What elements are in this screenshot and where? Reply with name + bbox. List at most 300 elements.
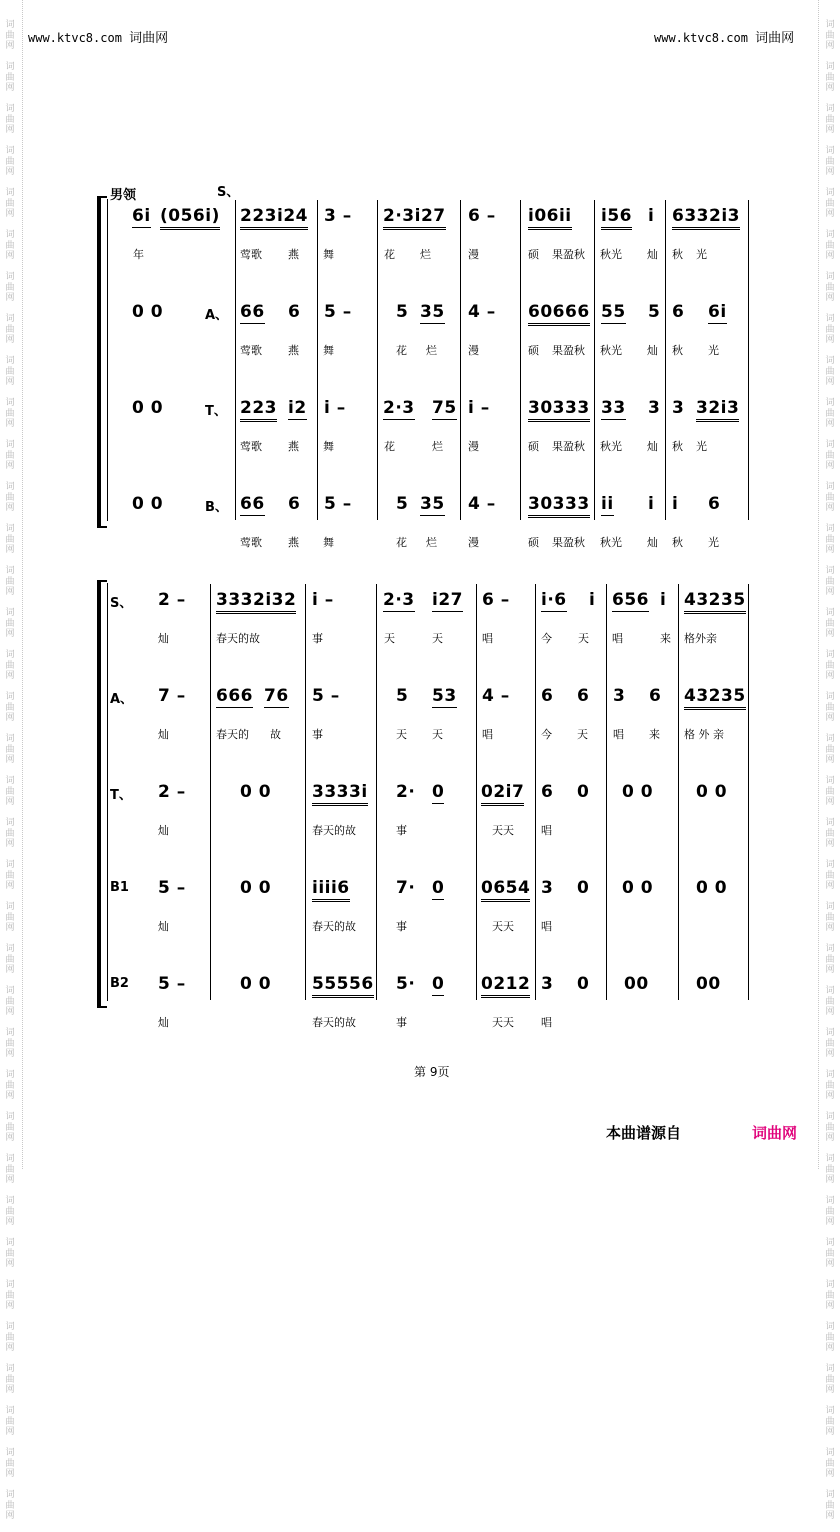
lyric: 漫 xyxy=(468,438,479,454)
lyric: 硕 xyxy=(528,246,539,262)
side-watermark-gap xyxy=(3,934,17,945)
side-watermark-glyph: 曲 xyxy=(3,577,17,588)
side-watermark-gap xyxy=(823,136,837,147)
lyric: 灿 xyxy=(647,438,658,454)
side-watermark-glyph: 词 xyxy=(823,1448,837,1459)
note-group: 0 0 xyxy=(132,398,163,418)
lyric: 秋 xyxy=(672,438,683,454)
note-group: 55 xyxy=(601,302,626,324)
bar-line xyxy=(376,584,377,1000)
left-margin-line xyxy=(22,0,23,1169)
side-watermark-glyph: 网 xyxy=(3,251,17,262)
side-watermark-glyph: 词 xyxy=(823,146,837,157)
side-watermark-glyph: 网 xyxy=(823,1385,837,1396)
note-group: 3 xyxy=(613,686,625,706)
part-label-t: T、 xyxy=(110,784,132,803)
note-group: 3 xyxy=(541,974,553,994)
note-group: 5· xyxy=(396,974,415,994)
side-watermark-glyph: 词 xyxy=(823,1322,837,1333)
side-watermark-glyph: 曲 xyxy=(3,1333,17,1344)
side-watermark-glyph: 词 xyxy=(823,1154,837,1165)
lyric: 莺歌 xyxy=(240,534,262,550)
side-watermark-glyph: 网 xyxy=(3,293,17,304)
lyric: 烂 xyxy=(426,534,437,550)
side-watermark-glyph: 词 xyxy=(3,608,17,619)
side-watermark-glyph: 词 xyxy=(823,482,837,493)
lyric: 天天 xyxy=(492,918,514,934)
side-watermark-glyph: 词 xyxy=(823,272,837,283)
lyric: 舞 xyxy=(323,342,334,358)
side-watermark-gap xyxy=(823,220,837,231)
lyric: 春天的故 xyxy=(312,822,356,838)
side-watermark-glyph: 曲 xyxy=(823,493,837,504)
side-watermark-gap xyxy=(823,346,837,357)
lyric: 秋 xyxy=(672,534,683,550)
side-watermark-glyph: 曲 xyxy=(3,157,17,168)
note-group: 0 xyxy=(432,782,444,804)
side-watermark-glyph: 曲 xyxy=(823,1039,837,1050)
side-watermark-glyph: 曲 xyxy=(823,535,837,546)
part-label-t: T、 xyxy=(205,400,227,419)
lyric: 光 xyxy=(708,342,719,358)
lyric: 烂 xyxy=(420,246,431,262)
side-watermark-glyph: 词 xyxy=(3,272,17,283)
side-watermark-glyph: 曲 xyxy=(823,619,837,630)
side-watermark-gap xyxy=(823,1396,837,1407)
note-group: 0 xyxy=(432,974,444,996)
lyric: 莺歌 xyxy=(240,246,262,262)
note-group: i27 xyxy=(432,590,463,612)
note-group: i – xyxy=(312,590,334,610)
side-watermark-glyph: 曲 xyxy=(3,913,17,924)
note-group: 0 0 xyxy=(240,974,271,994)
side-watermark-glyph: 词 xyxy=(3,440,17,451)
note-group: 33 xyxy=(601,398,626,420)
side-watermark-glyph: 网 xyxy=(823,797,837,808)
side-watermark-glyph: 词 xyxy=(823,398,837,409)
bar-line xyxy=(460,200,461,520)
lyric: 灿 xyxy=(647,342,658,358)
side-watermark-glyph: 网 xyxy=(3,1091,17,1102)
side-watermark-glyph: 曲 xyxy=(3,1375,17,1386)
note-group: 6 xyxy=(708,494,720,514)
lyric: 秋 xyxy=(672,342,683,358)
side-watermark-gap xyxy=(3,514,17,525)
side-watermark-glyph: 网 xyxy=(823,1133,837,1144)
side-watermark-glyph: 网 xyxy=(823,1301,837,1312)
note-group: 656 xyxy=(612,590,649,612)
lyric: 漫 xyxy=(468,534,479,550)
note-group: 2 – xyxy=(158,590,186,610)
side-watermark-gap xyxy=(3,1480,17,1491)
lyric: 事 xyxy=(312,726,323,742)
lyric: 燕 xyxy=(288,438,299,454)
side-watermark-glyph: 曲 xyxy=(823,451,837,462)
side-watermark-glyph: 词 xyxy=(3,104,17,115)
side-watermark-glyph: 曲 xyxy=(3,409,17,420)
side-watermark-glyph: 曲 xyxy=(823,283,837,294)
side-watermark-glyph: 网 xyxy=(3,1007,17,1018)
lyric: 燕 xyxy=(288,534,299,550)
note-group: 2 – xyxy=(158,782,186,802)
note-group: 6 xyxy=(672,302,684,322)
lyric: 燕 xyxy=(288,246,299,262)
side-watermark-glyph: 曲 xyxy=(3,1417,17,1428)
side-watermark-glyph: 网 xyxy=(3,881,17,892)
side-watermark-gap xyxy=(823,976,837,987)
lyric: 灿 xyxy=(647,246,658,262)
side-watermark-gap xyxy=(823,598,837,609)
right-margin-line xyxy=(818,0,819,1169)
side-watermark-glyph: 词 xyxy=(823,314,837,325)
side-watermark-glyph: 词 xyxy=(3,734,17,745)
system-line xyxy=(107,199,108,521)
side-watermark-glyph: 网 xyxy=(823,335,837,346)
lyric: 春天的 xyxy=(216,726,249,742)
lyric: 果盈秋 xyxy=(552,246,585,262)
bar-line xyxy=(606,584,607,1000)
side-watermark-glyph: 词 xyxy=(3,188,17,199)
note-group: 0 0 xyxy=(622,782,653,802)
lyric: 光 xyxy=(696,246,707,262)
side-watermark-gap xyxy=(3,94,17,105)
side-watermark-glyph: 曲 xyxy=(3,199,17,210)
note-group: 35 xyxy=(420,302,445,324)
lyric: 唱 xyxy=(541,918,552,934)
side-watermark-gap xyxy=(3,388,17,399)
side-watermark-glyph: 网 xyxy=(3,587,17,598)
side-watermark-gap xyxy=(3,1438,17,1449)
right-side-watermark xyxy=(823,20,837,1532)
left-side-watermark xyxy=(3,20,17,1532)
part-label-lead: 男领 xyxy=(110,184,136,203)
note-group: 0 0 xyxy=(240,878,271,898)
note-group: 30333 xyxy=(528,494,590,518)
side-watermark-glyph: 网 xyxy=(3,839,17,850)
side-watermark-glyph: 词 xyxy=(3,20,17,31)
lyric: 果盈秋 xyxy=(552,342,585,358)
side-watermark-glyph: 词 xyxy=(823,776,837,787)
side-watermark-glyph: 网 xyxy=(3,125,17,136)
side-watermark-glyph: 曲 xyxy=(823,913,837,924)
side-watermark-glyph: 词 xyxy=(823,1070,837,1081)
bar-line xyxy=(210,584,211,1000)
lyric: 花 xyxy=(384,246,395,262)
side-watermark-gap xyxy=(3,1186,17,1197)
side-watermark-gap xyxy=(3,1060,17,1071)
note-group: 6 – xyxy=(468,206,496,226)
note-group: 3 xyxy=(672,398,684,418)
lyric: 唱 xyxy=(482,726,493,742)
lyric: 莺歌 xyxy=(240,342,262,358)
side-watermark-glyph: 网 xyxy=(3,1259,17,1270)
note-group: i xyxy=(648,494,654,514)
side-watermark-glyph: 词 xyxy=(3,1112,17,1123)
side-watermark-glyph: 词 xyxy=(3,1364,17,1375)
bar-line xyxy=(317,200,318,520)
side-watermark-glyph: 网 xyxy=(3,335,17,346)
lyric: 故 xyxy=(270,726,281,742)
lyric: 灿 xyxy=(158,630,169,646)
side-watermark-gap xyxy=(823,1186,837,1197)
header-url[interactable]: www.ktvc8.com xyxy=(654,31,748,45)
note-group: 5 – xyxy=(312,686,340,706)
note-group: 6 xyxy=(541,686,553,706)
side-watermark-glyph: 曲 xyxy=(3,619,17,630)
lyric: 烂 xyxy=(426,342,437,358)
side-watermark-glyph: 词 xyxy=(823,1028,837,1039)
side-watermark-glyph: 网 xyxy=(823,1427,837,1438)
side-watermark-gap xyxy=(3,472,17,483)
part-label-b: B、 xyxy=(205,496,228,515)
side-watermark-glyph: 词 xyxy=(3,1448,17,1459)
note-group: 0212 xyxy=(481,974,530,998)
side-watermark-gap xyxy=(823,1312,837,1323)
note-group: 5 – xyxy=(324,494,352,514)
side-watermark-glyph: 曲 xyxy=(3,493,17,504)
side-watermark-glyph: 曲 xyxy=(823,661,837,672)
bar-line xyxy=(748,200,749,520)
system-brace xyxy=(97,580,107,1008)
side-watermark-glyph: 网 xyxy=(3,1511,17,1522)
lyric: 年 xyxy=(133,246,144,262)
bar-line xyxy=(520,200,521,520)
note-group: ii xyxy=(601,494,614,516)
side-watermark-glyph: 网 xyxy=(823,83,837,94)
side-watermark-glyph: 词 xyxy=(3,314,17,325)
lyric: 燕 xyxy=(288,342,299,358)
bar-line xyxy=(594,200,595,520)
note-group: 3 xyxy=(648,398,660,418)
side-watermark-glyph: 网 xyxy=(823,1217,837,1228)
note-group: 5 xyxy=(396,302,408,322)
note-group: 223 xyxy=(240,398,277,422)
side-watermark-glyph: 词 xyxy=(823,986,837,997)
side-watermark-gap xyxy=(3,850,17,861)
side-watermark-glyph: 词 xyxy=(823,650,837,661)
side-watermark-glyph: 词 xyxy=(823,1280,837,1291)
side-watermark-glyph: 曲 xyxy=(823,31,837,42)
note-group: 7 – xyxy=(158,686,186,706)
system-brace xyxy=(97,196,107,528)
note-group: 66 xyxy=(240,494,265,516)
side-watermark-gap xyxy=(823,430,837,441)
side-watermark-glyph: 曲 xyxy=(3,535,17,546)
side-watermark-glyph: 网 xyxy=(823,839,837,850)
note-group: 666 xyxy=(216,686,253,708)
side-watermark-glyph: 词 xyxy=(823,902,837,913)
note-group: 0 xyxy=(577,878,589,898)
source-site-link[interactable]: 词曲网 xyxy=(752,1122,797,1143)
lyric: 漫 xyxy=(468,246,479,262)
note-group: 3333i xyxy=(312,782,368,806)
side-watermark-glyph: 词 xyxy=(3,1490,17,1501)
side-watermark-gap xyxy=(823,1018,837,1029)
header-url[interactable]: www.ktvc8.com xyxy=(28,31,122,45)
note-group: 7· xyxy=(396,878,415,898)
side-watermark-glyph: 网 xyxy=(3,755,17,766)
note-group: 76 xyxy=(264,686,289,708)
bar-line xyxy=(235,200,236,520)
side-watermark-glyph: 曲 xyxy=(3,661,17,672)
lyric: 硕 xyxy=(528,342,539,358)
lyric: 事 xyxy=(396,918,407,934)
lyric: 舞 xyxy=(323,534,334,550)
side-watermark-glyph: 词 xyxy=(3,1154,17,1165)
side-watermark-gap xyxy=(3,220,17,231)
side-watermark-glyph: 词 xyxy=(823,356,837,367)
side-watermark-glyph: 词 xyxy=(823,944,837,955)
header-left xyxy=(28,27,168,46)
side-watermark-glyph: 曲 xyxy=(3,871,17,882)
note-group: 35 xyxy=(420,494,445,516)
side-watermark-glyph: 网 xyxy=(823,923,837,934)
lyric: 事 xyxy=(396,1014,407,1030)
lyric: 灿 xyxy=(158,1014,169,1030)
side-watermark-glyph: 网 xyxy=(823,713,837,724)
side-watermark-gap xyxy=(3,640,17,651)
note-group: 6 xyxy=(649,686,661,706)
note-group: 2·3 xyxy=(383,590,415,612)
lyric: 格外亲 xyxy=(684,630,717,646)
side-watermark-glyph: 词 xyxy=(3,776,17,787)
side-watermark-gap xyxy=(823,52,837,63)
side-watermark-glyph: 词 xyxy=(823,608,837,619)
lyric: 秋光 xyxy=(600,534,622,550)
side-watermark-glyph: 词 xyxy=(3,1322,17,1333)
lyric: 光 xyxy=(696,438,707,454)
lyric: 唱 xyxy=(482,630,493,646)
side-watermark-glyph: 词 xyxy=(823,524,837,535)
side-watermark-glyph: 曲 xyxy=(3,955,17,966)
side-watermark-glyph: 网 xyxy=(3,1217,17,1228)
side-watermark-glyph: 网 xyxy=(823,671,837,682)
side-watermark-glyph: 曲 xyxy=(3,1123,17,1134)
side-watermark-gap xyxy=(823,1480,837,1491)
side-watermark-glyph: 曲 xyxy=(823,997,837,1008)
side-watermark-glyph: 网 xyxy=(3,1385,17,1396)
note-group: 3 xyxy=(541,878,553,898)
side-watermark-gap xyxy=(823,178,837,189)
side-watermark-gap xyxy=(3,136,17,147)
side-watermark-gap xyxy=(823,556,837,567)
note-group: i xyxy=(648,206,654,226)
side-watermark-gap xyxy=(823,304,837,315)
side-watermark-gap xyxy=(823,1270,837,1281)
lyric: 天 xyxy=(432,630,443,646)
lyric: 唱 xyxy=(541,822,552,838)
side-watermark-glyph: 网 xyxy=(3,629,17,640)
note-group: 43235 xyxy=(684,686,746,710)
side-watermark-glyph: 网 xyxy=(823,1091,837,1102)
side-watermark-glyph: 词 xyxy=(3,1028,17,1039)
lyric: 天 xyxy=(578,630,589,646)
note-group: 6 xyxy=(541,782,553,802)
side-watermark-glyph: 词 xyxy=(3,860,17,871)
side-watermark-glyph: 网 xyxy=(823,545,837,556)
note-group: 5 xyxy=(648,302,660,322)
lyric: 今 xyxy=(541,726,552,742)
side-watermark-glyph: 网 xyxy=(823,1049,837,1060)
side-watermark-glyph: 词 xyxy=(823,20,837,31)
side-watermark-glyph: 词 xyxy=(3,524,17,535)
side-watermark-glyph: 曲 xyxy=(823,787,837,798)
note-group: 0 xyxy=(432,878,444,900)
side-watermark-gap xyxy=(3,598,17,609)
side-watermark-gap xyxy=(3,724,17,735)
note-group: i06ii xyxy=(528,206,572,230)
side-watermark-glyph: 网 xyxy=(3,1469,17,1480)
lyric: 灿 xyxy=(158,918,169,934)
side-watermark-glyph: 网 xyxy=(3,797,17,808)
note-group: i – xyxy=(468,398,490,418)
side-watermark-glyph: 网 xyxy=(823,1511,837,1522)
lyric: 天 xyxy=(577,726,588,742)
header-site: 词曲网 xyxy=(755,31,794,46)
lyric: 花 xyxy=(384,438,395,454)
part-label-a: A、 xyxy=(110,688,133,707)
side-watermark-gap xyxy=(3,976,17,987)
side-watermark-glyph: 词 xyxy=(823,692,837,703)
side-watermark-gap xyxy=(3,766,17,777)
side-watermark-glyph: 曲 xyxy=(823,577,837,588)
side-watermark-glyph: 网 xyxy=(3,377,17,388)
side-watermark-glyph: 网 xyxy=(823,1259,837,1270)
side-watermark-glyph: 曲 xyxy=(823,829,837,840)
source-label: 本曲谱源自 xyxy=(606,1122,681,1143)
note-group: i – xyxy=(324,398,346,418)
side-watermark-gap xyxy=(823,1354,837,1365)
side-watermark-glyph: 网 xyxy=(3,1175,17,1186)
side-watermark-glyph: 曲 xyxy=(823,871,837,882)
side-watermark-glyph: 曲 xyxy=(3,829,17,840)
side-watermark-glyph: 词 xyxy=(3,1070,17,1081)
side-watermark-glyph: 曲 xyxy=(823,703,837,714)
side-watermark-glyph: 词 xyxy=(3,692,17,703)
note-group: 60666 xyxy=(528,302,590,326)
note-group: 5 xyxy=(396,686,408,706)
side-watermark-glyph: 曲 xyxy=(3,115,17,126)
note-group: 30333 xyxy=(528,398,590,422)
side-watermark-gap xyxy=(3,1354,17,1365)
lyric: 唱 xyxy=(541,1014,552,1030)
side-watermark-glyph: 网 xyxy=(3,923,17,934)
side-watermark-glyph: 网 xyxy=(3,419,17,430)
note-group: 223i24 xyxy=(240,206,308,230)
side-watermark-glyph: 网 xyxy=(823,461,837,472)
bar-line xyxy=(678,584,679,1000)
side-watermark-glyph: 词 xyxy=(823,1112,837,1123)
side-watermark-gap xyxy=(823,262,837,273)
side-watermark-glyph: 曲 xyxy=(3,1207,17,1218)
lyric: 花 xyxy=(396,342,407,358)
side-watermark-glyph: 网 xyxy=(823,965,837,976)
part-label-a: A、 xyxy=(205,304,228,323)
side-watermark-gap xyxy=(823,1228,837,1239)
side-watermark-glyph: 词 xyxy=(3,1406,17,1417)
side-watermark-gap xyxy=(3,1396,17,1407)
note-group: 0 0 xyxy=(696,878,727,898)
side-watermark-glyph: 曲 xyxy=(3,31,17,42)
side-watermark-glyph: 网 xyxy=(823,629,837,640)
side-watermark-glyph: 曲 xyxy=(3,1249,17,1260)
note-group: 6i xyxy=(708,302,727,324)
side-watermark-glyph: 网 xyxy=(3,461,17,472)
side-watermark-gap xyxy=(823,1438,837,1449)
note-group: 0654 xyxy=(481,878,530,902)
side-watermark-glyph: 网 xyxy=(3,41,17,52)
side-watermark-gap xyxy=(823,892,837,903)
